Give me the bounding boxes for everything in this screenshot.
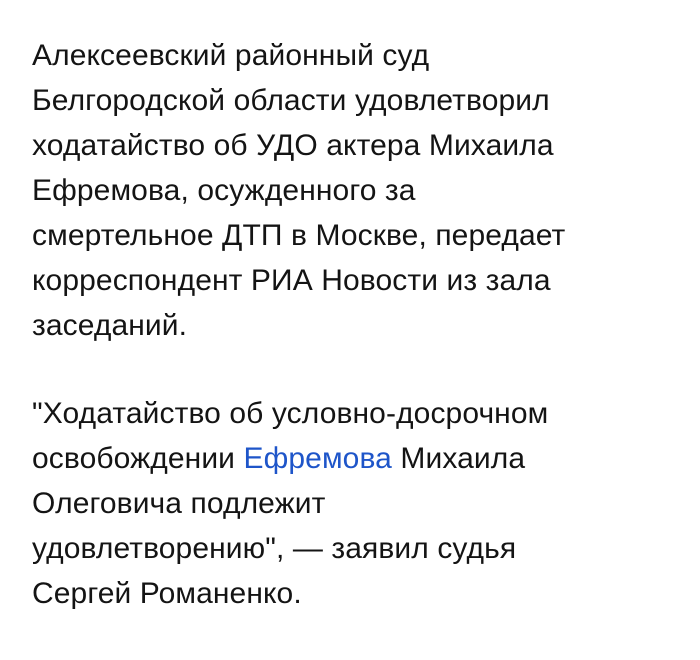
paragraph-judge-quote [32, 391, 672, 616]
article-body [32, 0, 672, 616]
article-line: Алексеевский районный суд [32, 39, 430, 72]
article-line: заседаний. [32, 309, 188, 342]
article-line: ходатайство об УДО актера Михаила [32, 129, 554, 162]
article-line: освобождении [32, 442, 244, 475]
article-line: удовлетворению", — заявил судья [32, 532, 517, 565]
article-line: Белгородской области удовлетворил [32, 84, 550, 117]
article-line: "Ходатайство об условно-досрочном [32, 397, 549, 430]
paragraph-court-ruling [32, 33, 672, 348]
article-line: Михаила [391, 442, 526, 475]
article-line: Олеговича подлежит [32, 487, 326, 520]
efremov-link[interactable]: Ефремова [243, 442, 392, 475]
article-line: смертельное ДТП в Москве, передает [32, 219, 566, 252]
article-line: корреспондент РИА Новости из зала [32, 264, 551, 297]
article-line: Ефремова, осужденного за [32, 174, 416, 207]
article-line: Сергей Романенко. [32, 577, 302, 610]
